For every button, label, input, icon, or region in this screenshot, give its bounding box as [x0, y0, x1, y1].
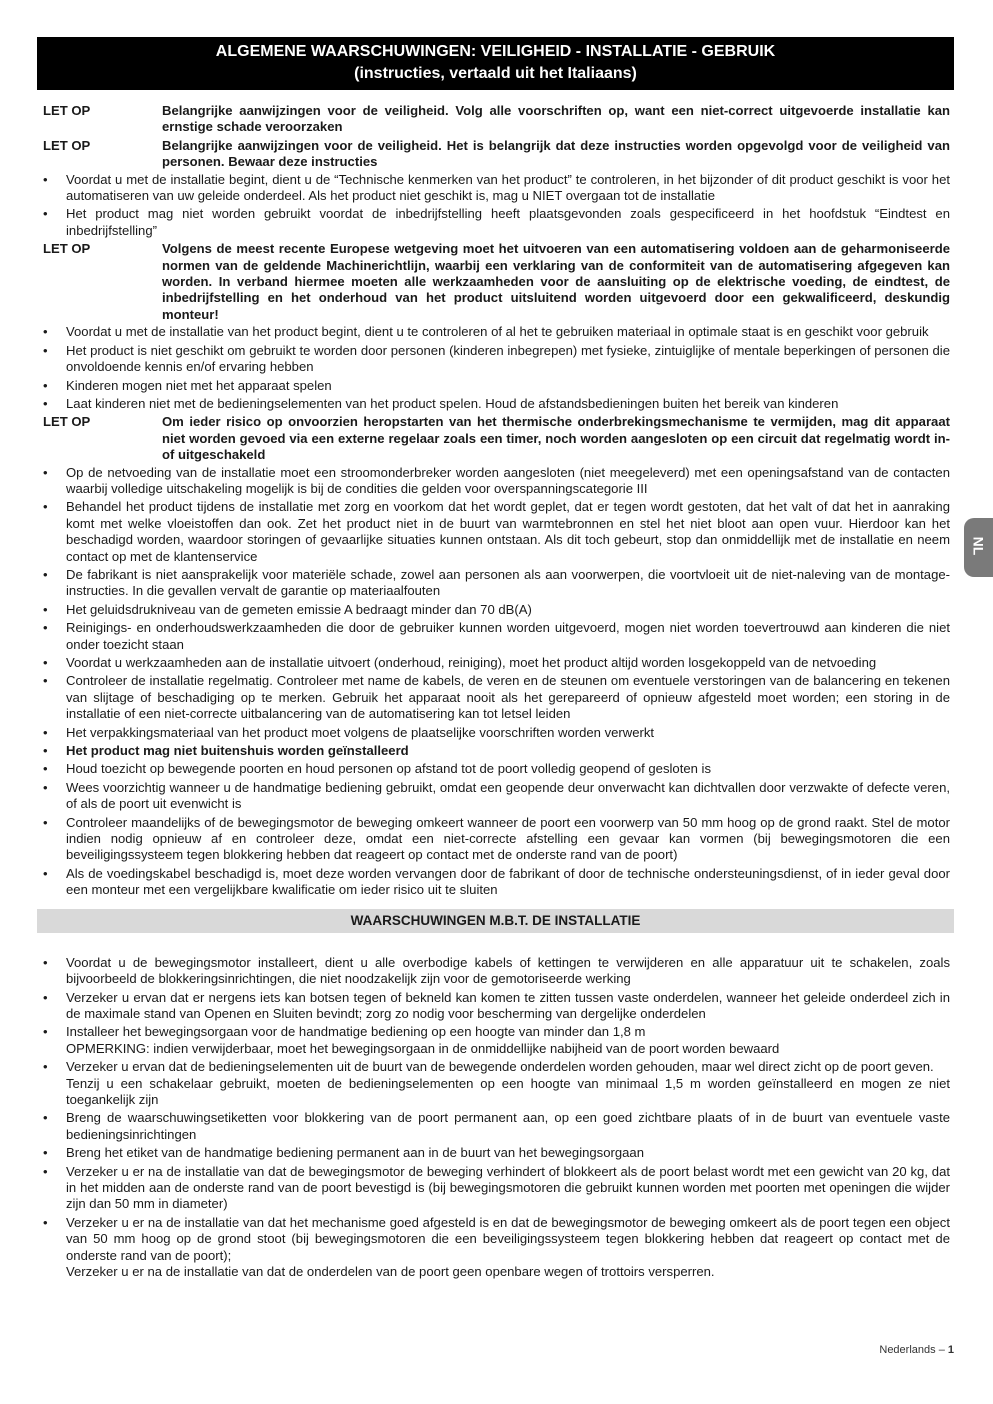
title-line-2: (instructies, vertaald uit het Italiaans) — [354, 65, 637, 82]
list-item — [37, 655, 954, 671]
list-item — [37, 955, 954, 988]
list-item-text: Laat kinderen niet met de bedieningselementen van het product spelen. Houd de afstandsbedieningen buiten het bereik van kinderen — [66, 395, 839, 411]
list-item-line: Verzeker u ervan dat de bedieningselementen uit de buurt van de bewegende onderdelen worden gehouden, maar wel direct zicht op de poort geven. — [66, 1059, 934, 1075]
list-item — [37, 1110, 954, 1143]
list-item-line: Verzeker u er na de installatie van dat de onderdelen van de poort geen openbare wegen of trottoirs versperren. — [66, 1264, 715, 1279]
list-item — [37, 815, 954, 864]
warnings-list — [37, 103, 954, 899]
list-item — [37, 465, 954, 498]
bullet-icon: • — [43, 464, 48, 480]
title-line-1: ALGEMENE WAARSCHUWINGEN: VEILIGHEID - INSTALLATIE - GEBRUIK — [215, 43, 776, 60]
list-item — [37, 378, 954, 394]
section-heading: WAARSCHUWINGEN M.B.T. DE INSTALLATIE — [37, 909, 954, 933]
warning-note — [37, 138, 954, 171]
list-item — [37, 725, 954, 741]
bullet-icon: • — [43, 1163, 48, 1179]
list-item-text — [66, 1164, 954, 1213]
list-item — [37, 602, 954, 618]
list-item — [37, 1164, 954, 1213]
bullet-icon: • — [43, 865, 48, 881]
list-item-line: Breng het etiket van de handmatige bediening permanent aan in de buurt van het bewegingsorgaan — [66, 1145, 644, 1161]
list-item — [37, 990, 954, 1023]
list-item — [37, 499, 954, 565]
list-item-text: Kinderen mogen niet met het apparaat spelen — [66, 377, 332, 393]
bullet-icon: • — [43, 724, 48, 740]
warning-text: Belangrijke aanwijzingen voor de veiligheid. Volg alle voorschriften op, want een niet-correct uitgevoerde installatie kan ernstige schade veroorzaken — [162, 103, 950, 135]
footer-language: Nederlands – — [879, 1344, 945, 1356]
bullet-icon: • — [43, 377, 48, 393]
list-item-text — [66, 990, 954, 1023]
installation-warnings-list — [37, 955, 954, 1281]
warning-label: LET OP — [43, 137, 91, 153]
list-item-text: Wees voorzichtig wanneer u de handmatige bediening gebruikt, omdat een geopende deur onverwacht kan dichtvallen door verzwakte of defecte veren, of als de poort uit evenwicht is — [66, 779, 950, 812]
list-item-text: Het product mag niet worden gebruikt voordat de inbedrijfstelling heeft plaatsgevonden zoals gespecificeerd in het hoofdstuk “Eindtest en inbedrijfstelling” — [66, 206, 950, 238]
list-item — [37, 620, 954, 653]
list-item — [37, 567, 954, 600]
list-item-line: Verzeker u er na de installatie van dat de bewegingsmotor de beweging verhindert of blokkeert als de poort belast wordt met een gewicht van 20 kg, dat in het midden aan de onderste rand van de poort bevestigd is (bij bewegingsmotoren die gebruikt kunnen worden met poorten met openingen die wijder zijn dan 50 mm in diameter) — [66, 1163, 950, 1212]
warning-note — [37, 241, 954, 323]
language-tab-label: NL — [970, 536, 987, 556]
bullet-icon: • — [43, 1110, 48, 1126]
list-item — [37, 866, 954, 899]
page-title — [37, 37, 954, 90]
list-item-text: Voordat u met de installatie van het product begint, dient u te controleren of al het te gebruiken materiaal in optimale staat is en geschikt voor gebruik — [66, 324, 929, 340]
bullet-icon: • — [43, 655, 48, 670]
list-item — [37, 743, 954, 759]
list-item-line: Verzeker u er na de installatie van dat het mechanisme goed afgesteld is en dat de bewegingsmotor de beweging omkeert als de poort tegen een object van 50 mm hoog op de grond stoot (bij bewegingsmotoren die een beveiligingssysteem tegen blokkering hebben dat reageert op contact met de onderste rand van de poort); — [66, 1214, 950, 1263]
bullet-icon: • — [43, 620, 48, 636]
list-item-text: Controleer de installatie regelmatig. Controleer met name de kabels, de veren en de steunen om eventuele verstoringen van de balancering en tekenen van slijtage of beschadiging op te merken. Gebruik het apparaat nooit als het gerepareerd of opnieuw afgesteld moet worden; een storing in de installatie of een niet-correcte uitbalancering van de automatisering kan tot letsel leiden — [66, 673, 950, 722]
list-item — [37, 673, 954, 722]
bullet-icon: • — [43, 814, 48, 830]
bullet-icon: • — [43, 601, 48, 617]
bullet-icon: • — [43, 566, 48, 582]
list-item-line: OPMERKING: indien verwijderbaar, moet het bewegingsorgaan in de onmiddellijke nabijheid van de poort worden bewaard — [66, 1040, 780, 1056]
list-item — [37, 1059, 954, 1108]
bullet-icon: • — [43, 395, 48, 411]
list-item-text — [66, 1059, 954, 1108]
list-item — [37, 396, 954, 412]
list-item-text: Als de voedingskabel beschadigd is, moet deze worden vervangen door de fabrikant of door de technische ondersteuningsdienst, of in ieder geval door een monteur met een vergelijkbare kwalificatie om ieder risico uit te sluiten — [66, 865, 950, 898]
page — [37, 37, 954, 1282]
list-item — [37, 1215, 954, 1281]
warning-text: Om ieder risico op onvoorzien heropstarten van het thermische onderbrekingsmechanisme te vermijden, mag dit apparaat niet worden gevoed via een externe regelaar zoals een timer, noch worden aangesloten op een circuit dat regelmatig wordt in- of uitgeschakeld — [162, 414, 950, 463]
list-item-text: Controleer maandelijks of de bewegingsmotor de beweging omkeert wanneer de poort een voorwerp van 50 mm hoog op de grond raakt. Stel de motor indien nodig opnieuw af en controleer deze, omdat een niet-correcte afstelling een gevaar kan vormen (bij bewegingsmotoren die een beveiligingssysteem tegen blokkering hebben dat reageert op contact met de onderste rand van de poort) — [66, 814, 950, 863]
list-item-text: Behandel het product tijdens de installatie met zorg en voorkom dat het wordt geplet, dat er tegen wordt gestoten, dat het valt of dat het in aanraking komt met welke vloeistoffen dan ook. Zet het product niet in de buurt van warmtebronnen en stel het niet bloot aan open vuur. Hierdoor kan het beschadigd worden, waardoor storingen of gevaarlijke situaties kunnen ontstaan. Als dit toch gebeurt, stop dan onmiddellijk met de installatie en neem contact op met de klantenservice — [66, 499, 950, 564]
language-tab — [964, 518, 993, 577]
list-item-text: Het verpakkingsmateriaal van het product moet volgens de plaatselijke voorschriften worden verwerkt — [66, 724, 655, 740]
list-item-text: Voordat u met de installatie begint, dient u de “Technische kenmerken van het product” te controleren, in het bijzonder of dit product geschikt is voor het automatiseren van uw geleide onderdeel. Als het product niet geschikt is, mag u NIET overgaan tot de installatie — [66, 171, 950, 204]
bullet-icon: • — [43, 1145, 48, 1161]
list-item-line: Voordat u de bewegingsmotor installeert, dient u alle overbodige kabels of kettingen te verwijderen en alle apparatuur uit te schakelen, zoals bijvoorbeeld de blokkeringsinrichtingen, die niet noodzakelijk zijn voor de gemotoriseerde werking — [66, 954, 950, 987]
list-item-text: Het product mag niet buitenshuis worden geïnstalleerd — [66, 743, 409, 759]
list-item-text — [66, 1215, 954, 1281]
list-item-text: Reinigings- en onderhoudswerkzaamheden die door de gebruiker kunnen worden uitgevoerd, mogen niet worden toevertrouwd aan kinderen die niet onder toezicht staan — [66, 620, 950, 652]
list-item-line: Verzeker u ervan dat er nergens iets kan botsen tegen of bekneld kan komen te zitten tussen vaste onderdelen, wanneer het geleide onderdeel zich in de maximale stand van Openen en Sluiten bevindt; zorg zo nodig voor bescherming van dergelijke onderdelen — [66, 989, 950, 1021]
bullet-icon: • — [43, 743, 48, 759]
warning-note — [37, 414, 954, 463]
list-item-text: Houd toezicht op bewegende poorten en houd personen op afstand tot de poort volledig geopend of gesloten is — [66, 761, 711, 777]
list-item — [37, 761, 954, 777]
list-item-line: Breng de waarschuwingsetiketten voor blokkering van de poort permanent aan, op een goed zichtbare plaats of in de buurt van eventuele vaste bedieningsinrichtingen — [66, 1110, 950, 1142]
bullet-icon: • — [43, 342, 48, 358]
list-item-text — [66, 1024, 954, 1057]
bullet-icon: • — [43, 1024, 48, 1040]
list-item-text: Het geluidsdrukniveau van de gemeten emissie A bedraagt minder dan 70 dB(A) — [66, 601, 532, 617]
bullet-icon: • — [43, 779, 48, 795]
list-item — [37, 780, 954, 813]
bullet-icon: • — [43, 761, 48, 777]
warning-label: LET OP — [43, 241, 91, 257]
list-item-text: De fabrikant is niet aansprakelijk voor materiële schade, zowel aan personen als aan voorwerpen, die voortvloeit uit de niet-naleving van de montage-instructies. In die gevallen vervalt de garantie op materiaalfouten — [66, 566, 950, 599]
bullet-icon: • — [43, 324, 48, 340]
bullet-icon: • — [43, 206, 48, 222]
bullet-icon: • — [43, 673, 48, 689]
list-item-text: Het product is niet geschikt om gebruikt te worden door personen (kinderen inbegrepen) met fysieke, zintuiglijke of mentale beperkingen of personen die onvoldoende kennis en/of ervaring hebben — [66, 342, 950, 375]
list-item-text: Voordat u werkzaamheden aan de installatie uitvoert (onderhoud, reiniging), moet het product altijd worden losgekoppeld van de netvoeding — [66, 655, 877, 670]
warning-label: LET OP — [43, 103, 91, 118]
list-item — [37, 343, 954, 376]
list-item — [37, 1145, 954, 1161]
list-item — [37, 1024, 954, 1057]
bullet-icon: • — [43, 954, 48, 970]
list-item — [37, 324, 954, 340]
bullet-icon: • — [43, 171, 48, 187]
page-number: 1 — [947, 1344, 954, 1356]
warning-label: LET OP — [43, 414, 91, 430]
page-footer — [879, 1344, 954, 1356]
bullet-icon: • — [43, 1059, 48, 1075]
list-item — [37, 172, 954, 205]
list-item-line: Installeer het bewegingsorgaan voor de handmatige bediening op een hoogte van minder dan 1,8 m — [66, 1024, 646, 1040]
bullet-icon: • — [43, 499, 48, 515]
list-item-line: Tenzij u een schakelaar gebruikt, moeten de bedieningselementen op een hoogte van minimaal 1,5 m worden geïnstalleerd en mogen ze niet toegankelijk zijn — [66, 1075, 950, 1107]
warning-note — [37, 103, 954, 136]
list-item-text: Op de netvoeding van de installatie moet een stroomonderbreker worden aangesloten (niet meegeleverd) met een openingsafstand van de contacten waarbij volledige uitschakeling mogelijk is bij de condities die gelden voor overspanningscategorie III — [66, 464, 950, 496]
list-item-text — [66, 955, 954, 988]
warning-text: Volgens de meest recente Europese wetgeving moet het uitvoeren van een automatisering voldoen aan de geharmoniseerde normen van de geldende Machinerichtlijn, waarbij een verklaring van de conformiteit van de automatisering afgegeven kan worden. In verband hiermee moeten alle werkzaamheden voor de aansluiting op de elektrische voeding, de eindtest, de inbedrijfstelling en het onderhoud van het product uitsluitend worden uitgevoerd door een gekwalificeerd, deskundig monteur! — [162, 241, 950, 322]
list-item-text — [66, 1145, 954, 1161]
list-item — [37, 206, 954, 239]
bullet-icon: • — [43, 989, 48, 1005]
warning-text: Belangrijke aanwijzingen voor de veiligheid. Het is belangrijk dat deze instructies worden opgevolgd voor de veiligheid van personen. Bewaar deze instructies — [162, 137, 950, 170]
list-item-text — [66, 1110, 954, 1143]
bullet-icon: • — [43, 1214, 48, 1230]
